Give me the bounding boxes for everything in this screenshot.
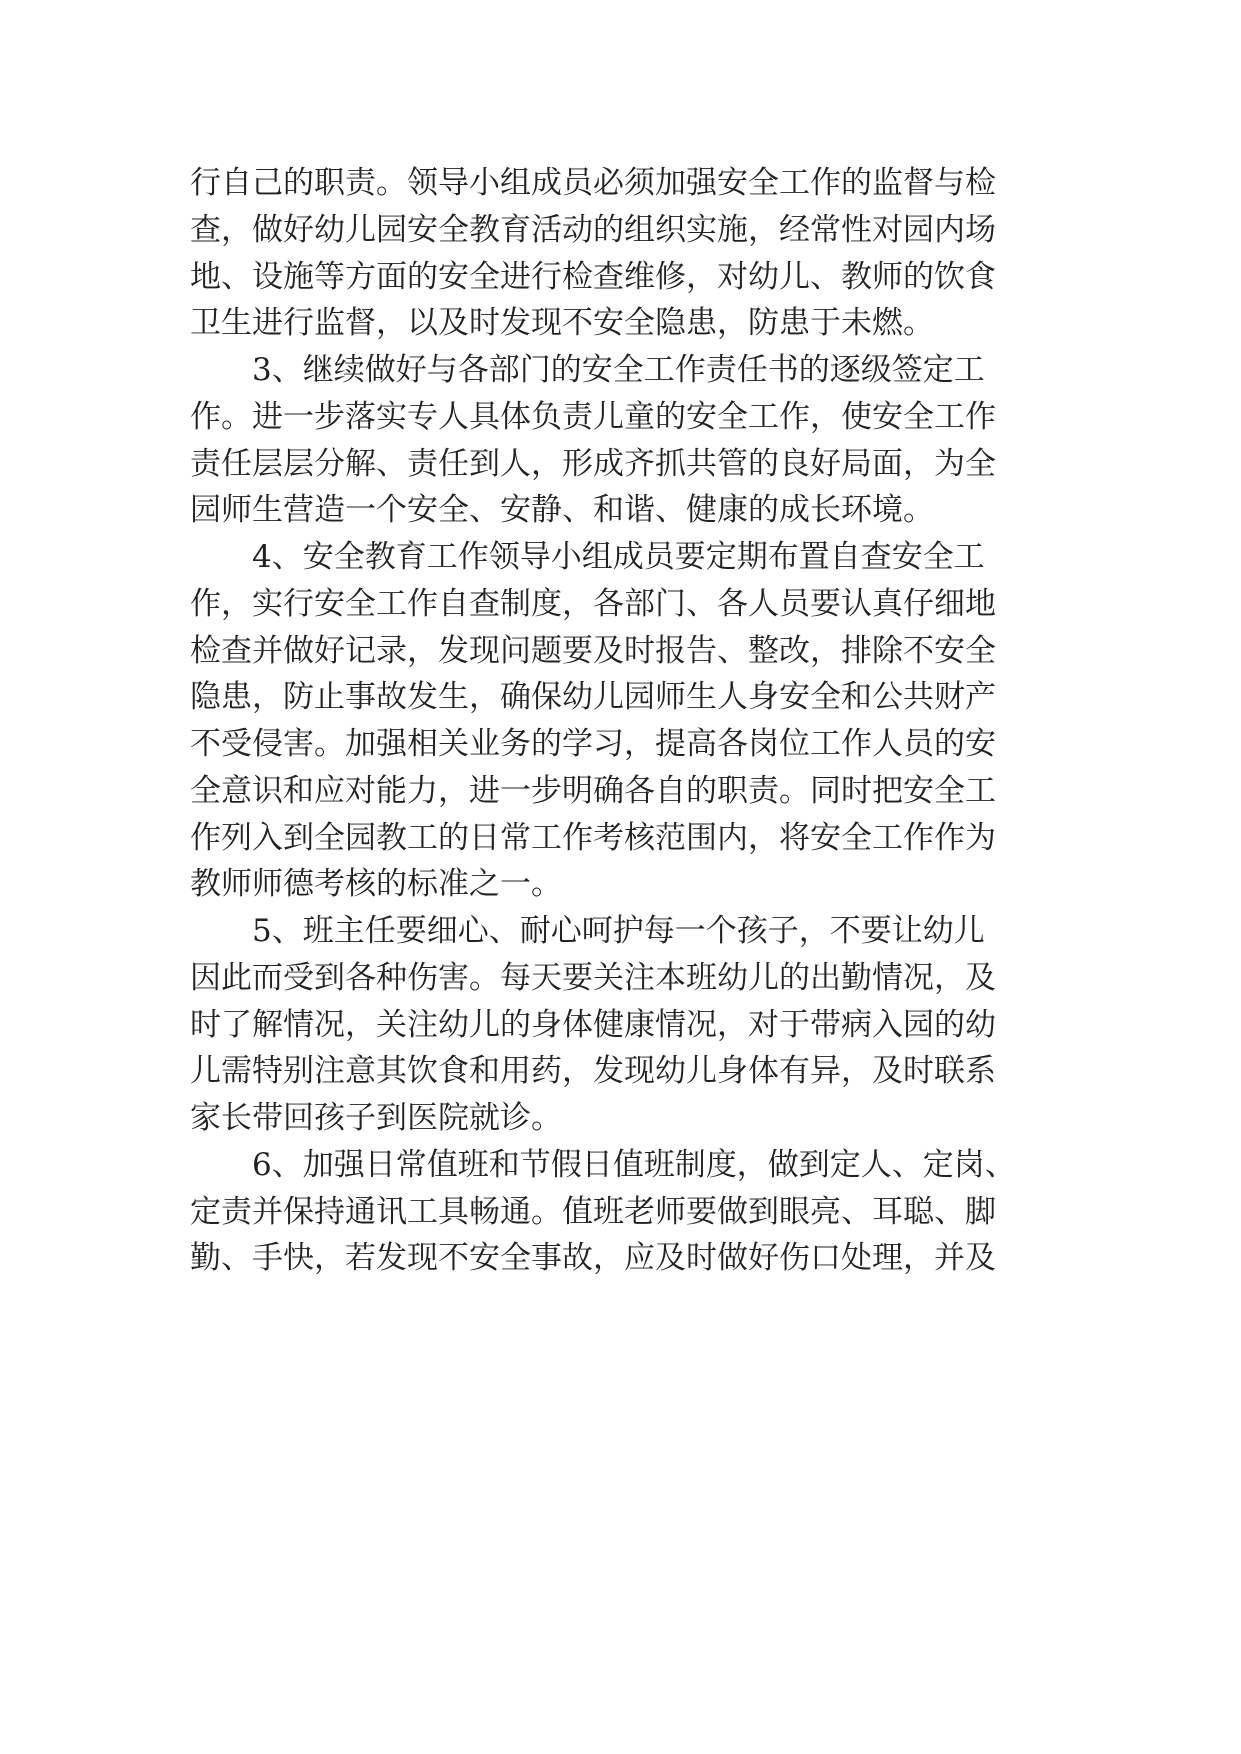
text-line: 作，实行安全工作自查制度，各部门、各人员要认真仔细地	[190, 585, 996, 622]
text-line: 检查并做好记录，发现问题要及时报告、整改，排除不安全	[190, 632, 996, 669]
text-line: 作。进一步落实专人具体负责儿童的安全工作，使安全工作	[190, 398, 996, 435]
text-line: 行自己的职责。领导小组成员必须加强安全工作的监督与检	[190, 165, 996, 201]
paragraph-start-line: 5、班主任要细心、耐心呵护每一个孩子，不要让幼儿	[252, 913, 985, 949]
text-line: 园师生营造一个安全、安静、和谐、健康的成长环境。	[190, 492, 934, 529]
text-line: 责任层层分解、责任到人，形成齐抓共管的良好局面，为全	[190, 445, 996, 482]
text-line: 时了解情况，关注幼儿的身体健康情况，对于带病入园的幼	[190, 1006, 996, 1043]
text-line: 不受侵害。加强相关业务的学习，提高各岗位工作人员的安	[190, 726, 996, 762]
text-line: 家长带回孩子到医院就诊。	[190, 1100, 562, 1136]
text-line: 全意识和应对能力，进一步明确各自的职责。同时把安全工	[190, 772, 996, 809]
text-line: 定责并保持通讯工具畅通。值班老师要做到眼亮、耳聪、脚	[190, 1193, 996, 1230]
paragraph-start-line: 3、继续做好与各部门的安全工作责任书的逐级签定工	[252, 352, 985, 388]
text-line: 作列入到全园教工的日常工作考核范围内，将安全工作作为	[190, 819, 996, 856]
text-line: 儿需特别注意其饮食和用药，发现幼儿身体有异，及时联系	[190, 1053, 996, 1090]
text-line: 卫生进行监督，以及时发现不安全隐患，防患于未燃。	[190, 305, 934, 342]
text-line: 查，做好幼儿园安全教育活动的组织实施，经常性对园内场	[190, 211, 996, 248]
document-body	[190, 160, 1070, 1282]
text-line: 因此而受到各种伤害。每天要关注本班幼儿的出勤情况，及	[190, 959, 996, 996]
paragraph-start-line: 6、加强日常值班和节假日值班制度，做到定人、定岗、	[252, 1146, 1016, 1183]
text-line: 隐患，防止事故发生，确保幼儿园师生人身安全和公共财产	[190, 679, 996, 716]
text-line: 教师师德考核的标准之一。	[190, 866, 562, 903]
text-line: 地、设施等方面的安全进行检查维修，对幼儿、教师的饮食	[190, 258, 996, 295]
text-line: 勤、手快，若发现不安全事故，应及时做好伤口处理，并及	[190, 1240, 996, 1277]
paragraph-start-line: 4、安全教育工作领导小组成员要定期布置自查安全工	[252, 539, 985, 575]
